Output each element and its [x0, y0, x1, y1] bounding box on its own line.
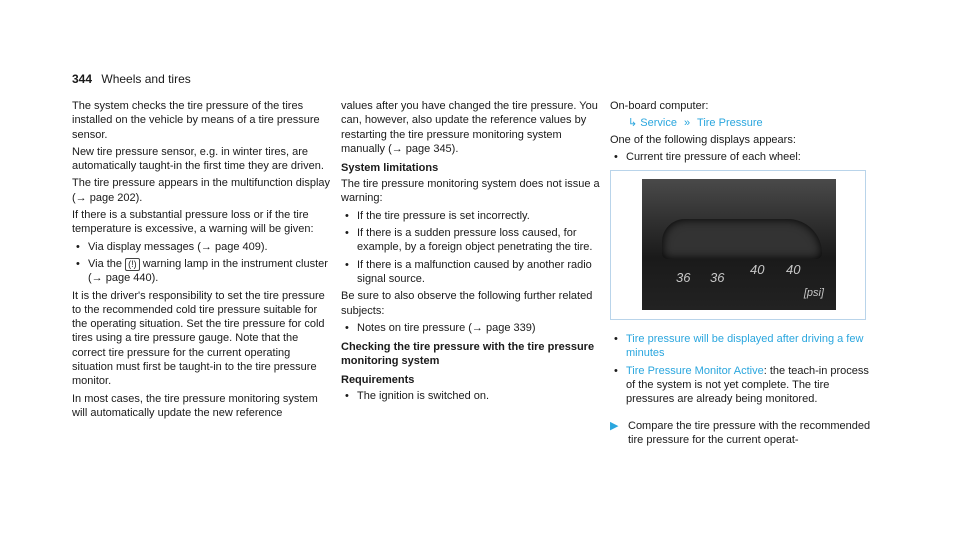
tire-value: 40 [786, 262, 801, 278]
arrow-return-icon: ↳ [628, 117, 638, 130]
list-item: • The ignition is switched on. [341, 389, 603, 403]
paragraph: It is the driver's responsibility to set the tire pressure to the recommended cold tire pressure suitable for the operating situation. Set the tire pressure for cold tires using a tire pressure gauge. Note that the correct tire pressure for the current operating situation must first be taught-in to the tire pressure monitor. [72, 289, 325, 388]
paragraph: The tire pressure appears in the multifunction display (→ page 202). [72, 177, 331, 204]
tire-pressure-figure [610, 170, 866, 320]
column-2 [341, 99, 603, 406]
instruction [610, 419, 872, 448]
list-item [72, 257, 334, 286]
display-screen [642, 179, 836, 310]
list-item [610, 364, 872, 407]
list-item [610, 332, 872, 361]
page-header [72, 72, 191, 86]
car-image [662, 219, 822, 259]
paragraph: The system checks the tire pressure of the tires installed on the vehicle by means of a tire pressure sensor. [72, 100, 320, 141]
unit-label: [psi] [803, 286, 824, 299]
list-item: • If there is a malfunction caused by another radio signal source. [341, 258, 603, 287]
paragraph: On-board computer: [610, 100, 709, 112]
play-arrow-icon: ▶ [610, 419, 619, 432]
list-item: • If the tire pressure is set incorrectly. [341, 209, 603, 223]
heading-requirements: Requirements [341, 374, 415, 387]
menu-path [610, 116, 872, 130]
status-description: : the teach-in process of the system is not yet complete. The tire pressures are already being monitored. [626, 364, 869, 406]
heading-system-limitations: System limitations [341, 162, 439, 175]
heading-checking: Checking the tire pressure with the tire pressure monitoring system [341, 341, 595, 368]
menu-item-service: Service [640, 117, 677, 130]
paragraph: If there is a substantial pressure loss or if the tire temperature is excessive, a warning will be given: [72, 209, 314, 236]
tire-warning-lamp-icon: (!) [125, 258, 140, 271]
instruction-text: Compare the tire pressure with the recommended tire pressure for the current operat- [628, 419, 871, 446]
paragraph: In most cases, the tire pressure monitoring system will automatically update the new reference [72, 392, 318, 419]
paragraph: New tire pressure sensor, e.g. in winter tires, are automatically taught-in the first time they are driven. [72, 145, 324, 173]
status-text: Tire pressure will be displayed after driving a few minutes [626, 333, 864, 360]
menu-item-tire-pressure: Tire Pressure [697, 117, 763, 130]
tire-value: 40 [750, 262, 765, 278]
tire-value: 36 [710, 270, 725, 286]
paragraph: One of the following displays appears: [610, 133, 796, 146]
column-3 [610, 99, 872, 447]
chevron-right-icon: » [684, 117, 691, 130]
tire-value: 36 [676, 270, 691, 286]
page-number: 344 [72, 72, 93, 86]
status-text: Tire Pressure Monitor Active [626, 364, 764, 377]
paragraph: Be sure to also observe the following further related subjects: [341, 290, 593, 317]
section-title: Wheels and tires [101, 72, 191, 86]
paragraph: The tire pressure monitoring system does not issue a warning: [341, 178, 600, 205]
paragraph: values after you have changed the tire pressure. You can, however, also update the reference values by restarting the tire pressure monitoring system manually (→ page 345). [341, 100, 598, 155]
list-item-prefix: Via the [88, 257, 123, 270]
list-item-text: warning lamp in the instrument cluster (→ page 440). [88, 257, 328, 285]
list-item: • If there is a sudden pressure loss caused, for example, by a foreign object penetrating the tire. [341, 226, 603, 255]
list-item: • Via display messages (→ page 409). [72, 240, 334, 254]
list-item: • Notes on tire pressure (→ page 339) [341, 321, 603, 335]
column-1 [72, 99, 334, 423]
list-item: • Current tire pressure of each wheel: [610, 150, 872, 164]
